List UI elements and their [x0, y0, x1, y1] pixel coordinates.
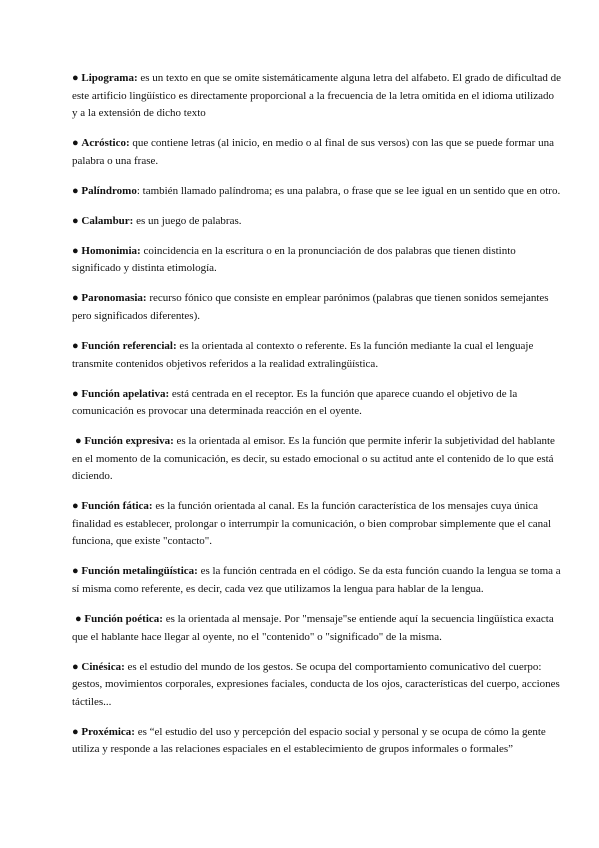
bullet: ● [72, 137, 79, 150]
bullet: ● [72, 387, 79, 400]
entry-lipograma [72, 70, 562, 123]
term-homonimia: Homonimia: [81, 244, 141, 257]
definition-funcion-expresiva: es la orientada al emisor. Es la función que permite inferir la subjetividad del hablante en el momento de la comunicación, es decir, su estado emocional o su actitud ante el contenido de lo que está diciendo. [72, 435, 555, 483]
definition-calambur: es un juego de palabras. [133, 214, 242, 227]
term-cinesica: Cinésica: [81, 660, 125, 673]
entry-homonimia [72, 243, 562, 278]
definition-lipograma: es un texto en que se omite sistemáticamente alguna letra del alfabeto. El grado de dificultad de este artificio lingüístico es directamente proporcional a la frecuencia de la letra omitida en el idioma utilizado y a la extensión de dicho texto [72, 72, 561, 119]
term-funcion-fatica: Función fática: [81, 500, 153, 513]
bullet: ● [72, 72, 79, 84]
definition-funcion-referencial: es la orientada al contexto o referente. Es la función mediante la cual el lenguaje transmite contenidos objetivos referidos a la realidad extralingüística. [72, 340, 534, 370]
entry-paronomasia [72, 290, 562, 325]
term-funcion-referencial: Función referencial: [81, 340, 177, 353]
definition-acrostico: que contiene letras (al inicio, en medio o al final de sus versos) con las que se puede formar una palabra o una frase. [72, 137, 554, 167]
term-funcion-apelativa: Función apelativa: [81, 387, 170, 400]
bullet: ● [75, 435, 82, 448]
definition-funcion-fatica: es la función orientada al canal. Es la función característica de los mensajes cuya única finalidad es establecer, prolongar o interrumpir la comunicación, o bien comprobar simplemente que el canal funciona, que existe "contacto". [72, 500, 552, 548]
definition-cinesica: es el estudio del mundo de los gestos. Se ocupa del comportamiento comunicativo del cuerpo: gestos, movimientos corporales, expresiones faciales, conducta de los ojos, características del cuerpo, acciones táctiles... [72, 660, 560, 708]
term-palindromo: Palíndromo [81, 184, 137, 197]
term-funcion-poetica: Función poética: [84, 613, 163, 626]
entry-cinesica [72, 659, 562, 712]
entry-calambur [72, 213, 562, 231]
definition-proxemica: es “el estudio del uso y percepción del espacio social y personal y se ocupa de cómo la gente utiliza y responde a las relaciones espaciales en el establecimiento de grupos informales o formales” [72, 725, 546, 756]
definition-funcion-metalinguistica: es la función centrada en el código. Se da esta función cuando la lengua se toma a sí misma como referente, es decir, cada vez que utilizamos la lengua para hablar de la lengua. [72, 565, 561, 595]
definition-funcion-poetica: es la orientada al mensaje. Por "mensaje"se entiende aquí la secuencia lingüística exacta que el hablante hace llegar al oyente, no el "contenido" o "significado" de la misma. [72, 613, 554, 643]
bullet: ● [72, 725, 79, 738]
entry-acrostico [72, 135, 562, 170]
bullet: ● [72, 184, 79, 197]
entry-funcion-expresiva [72, 433, 562, 486]
entry-funcion-referencial [72, 338, 562, 373]
term-paronomasia: Paronomasia: [81, 292, 147, 305]
bullet: ● [72, 340, 79, 353]
bullet: ● [72, 214, 79, 227]
bullet: ● [72, 292, 79, 305]
bullet: ● [75, 613, 82, 626]
term-funcion-expresiva: Función expresiva: [84, 435, 174, 448]
bullet: ● [72, 660, 79, 673]
bullet: ● [72, 244, 79, 257]
entry-funcion-poetica [72, 611, 562, 646]
entry-funcion-apelativa [72, 386, 562, 421]
definition-palindromo: : también llamado palíndroma; es una palabra, o frase que se lee igual en un sentido que en otro. [136, 184, 561, 197]
term-proxemica: Proxémica: [81, 725, 135, 738]
term-calambur: Calambur: [81, 214, 134, 227]
bullet: ● [72, 500, 79, 513]
term-acrostico: Acróstico: [81, 137, 130, 150]
entry-funcion-fatica [72, 498, 562, 551]
definition-paronomasia: recurso fónico que consiste en emplear parónimos (palabras que tienen sonidos semejantes pero significados diferentes). [72, 292, 549, 322]
term-funcion-metalinguistica: Función metalingüística: [81, 565, 198, 578]
definition-funcion-apelativa: está centrada en el receptor. Es la función que aparece cuando el objetivo de la comunicación es provocar una determinada reacción en el oyente. [72, 387, 518, 418]
entry-palindromo [72, 183, 562, 201]
document-page [72, 70, 562, 771]
entry-funcion-metalinguistica [72, 563, 562, 598]
bullet: ● [72, 565, 79, 578]
entry-proxemica [72, 724, 562, 759]
definition-homonimia: coincidencia en la escritura o en la pronunciación de dos palabras que tienen distinto significado y distinta etimología. [72, 244, 516, 275]
term-lipograma: Lipograma: [81, 72, 138, 84]
